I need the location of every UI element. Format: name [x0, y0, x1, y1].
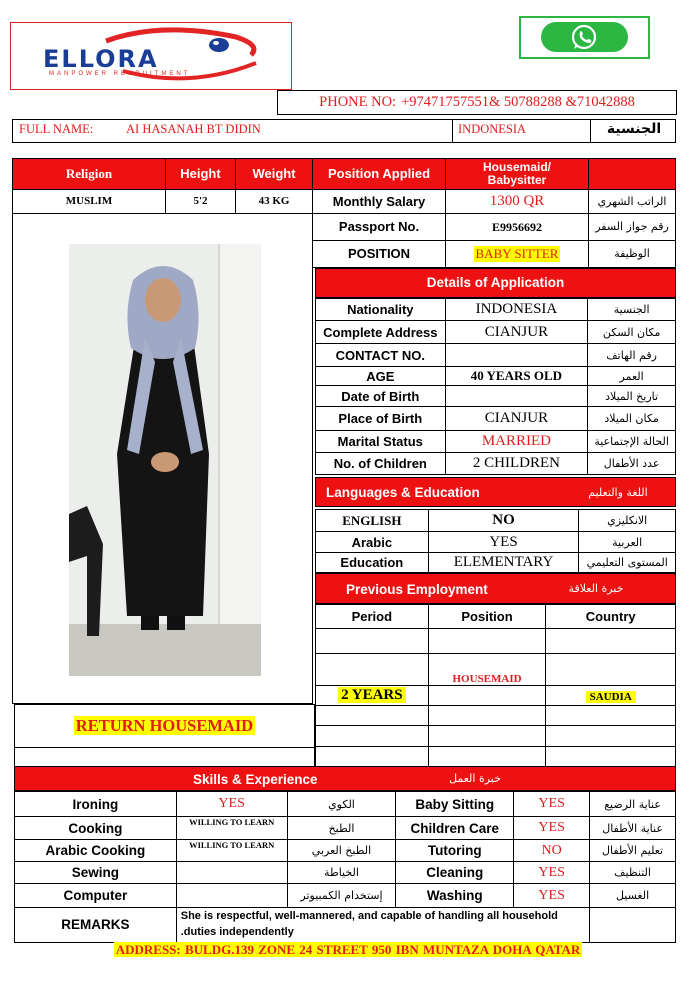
details-label-ar: الحالة الإجتماعية	[588, 431, 676, 453]
details-label-ar: مكان الميلاد	[588, 407, 676, 431]
full-name-value: AI HASANAH BT DIDIN	[126, 122, 261, 136]
details-label: No. of Children	[316, 453, 446, 475]
details-label-ar: رقم الهاتف	[588, 344, 676, 367]
header-blank	[588, 158, 676, 190]
details-label-ar: العمر	[588, 367, 676, 386]
skill-label-ar: الطبخ	[287, 817, 396, 840]
skill-label: Computer	[15, 884, 177, 908]
employment-period: 2 YEARS	[338, 687, 406, 703]
details-row	[316, 321, 676, 344]
skill-value: WILLING TO LEARN	[176, 817, 287, 840]
whatsapp-box[interactable]	[519, 16, 650, 59]
name-row	[12, 119, 676, 143]
details-label-ar: الجنسية	[588, 299, 676, 321]
skill-label: Sewing	[15, 862, 177, 884]
skill-row	[15, 840, 676, 862]
details-label: Nationality	[316, 299, 446, 321]
skills-title-bar	[14, 766, 676, 791]
language-value: YES	[428, 532, 579, 553]
details-row	[316, 386, 676, 407]
header-height: Height	[165, 158, 236, 190]
language-value: ELEMENTARY	[428, 553, 579, 573]
employment-country: SAUDIA	[586, 691, 636, 703]
header-housemaid: Housemaid/ Babysitter	[445, 158, 589, 190]
details-title: Details of Application	[315, 268, 676, 298]
details-row	[316, 344, 676, 367]
skill-value: YES	[514, 792, 590, 817]
details-label: Date of Birth	[316, 386, 446, 407]
details-label: Complete Address	[316, 321, 446, 344]
full-name-label: FULL NAME:	[19, 122, 94, 136]
skill-label: Baby Sitting	[396, 792, 514, 817]
skill-label: Children Care	[396, 817, 514, 840]
language-label: Education	[316, 553, 429, 573]
skill-value: YES	[176, 792, 287, 817]
language-row	[316, 510, 676, 532]
address-bar	[0, 941, 696, 959]
details-row	[316, 453, 676, 475]
details-table	[315, 298, 676, 475]
languages-table	[315, 509, 676, 573]
salary-value: 1300 QR	[445, 189, 589, 214]
skill-label: Ironing	[15, 792, 177, 817]
employment-header-position: Position	[428, 605, 546, 629]
skill-label-ar: الخياطة	[287, 862, 396, 884]
language-label: Arabic	[316, 532, 429, 553]
position-value-cell	[445, 240, 589, 268]
religion-value: MUSLIM	[12, 189, 166, 214]
position-value: BABY SITTER	[475, 246, 559, 262]
details-label: Place of Birth	[316, 407, 446, 431]
logo-text: ELLORA	[43, 45, 159, 73]
return-label-wrap	[14, 716, 315, 736]
skill-value	[176, 884, 287, 908]
languages-title: Languages & Education	[326, 485, 480, 500]
details-row	[316, 407, 676, 431]
details-value: CIANJUR	[445, 407, 588, 431]
skill-label-ar: إستخدام الكمبيوتر	[287, 884, 396, 908]
language-row	[316, 553, 676, 573]
skill-value: NO	[514, 840, 590, 862]
details-row	[316, 299, 676, 321]
employment-title-bar	[315, 573, 676, 604]
phone-label: PHONE NO:	[319, 94, 397, 110]
remarks-label: REMARKS	[15, 908, 177, 943]
remarks-text: She is respectful, well-mannered, and capable of handling all household .duties independently	[176, 908, 589, 943]
languages-title-bar	[315, 477, 676, 507]
details-value	[445, 344, 588, 367]
employment-header-country: Country	[546, 605, 676, 629]
skill-value: WILLING TO LEARN	[176, 840, 287, 862]
language-row	[316, 532, 676, 553]
skill-label: Arabic Cooking	[15, 840, 177, 862]
salary-label: Monthly Salary	[312, 189, 446, 214]
skills-table	[14, 791, 676, 943]
employment-table	[315, 604, 676, 767]
whatsapp-icon	[521, 18, 648, 57]
language-label-ar: العربية	[579, 532, 676, 553]
language-label-ar: المستوى التعليمي	[579, 553, 676, 573]
details-label-ar: تاريخ الميلاد	[588, 386, 676, 407]
details-value: CIANJUR	[445, 321, 588, 344]
skill-row	[15, 884, 676, 908]
language-label-ar: الانكليزي	[579, 510, 676, 532]
details-value: 40 YEARS OLD	[445, 367, 588, 386]
language-value: NO	[428, 510, 579, 532]
details-label: CONTACT NO.	[316, 344, 446, 367]
details-value	[445, 386, 588, 407]
header-position-applied: Position Applied	[312, 158, 446, 190]
header-religion: Religion	[12, 158, 166, 190]
nationality-top-label-ar: الجنسية	[606, 121, 662, 137]
employment-title-ar: خبرة العلاقة	[568, 582, 624, 595]
passport-value: E9956692	[445, 213, 589, 241]
language-label: ENGLISH	[316, 510, 429, 532]
candidate-photo	[69, 244, 261, 676]
passport-label-ar: رقم جواز السفر	[588, 213, 676, 241]
logo-box	[10, 22, 292, 90]
phone-numbers[interactable]: +97471757551& 50788288 &71042888	[401, 94, 635, 110]
skills-title: Skills & Experience	[193, 772, 318, 787]
skill-label: Tutoring	[396, 840, 514, 862]
weight-value: 43 KG	[235, 189, 313, 214]
details-row	[316, 431, 676, 453]
skill-value: YES	[514, 884, 590, 908]
skill-label-ar: تعليم الأطفال	[590, 840, 676, 862]
skills-title-ar: خبرة العمل	[449, 772, 501, 785]
skill-label-ar: الغسيل	[590, 884, 676, 908]
salary-label-ar: الراتب الشهري	[588, 189, 676, 214]
position-label-ar: الوظيفة	[588, 240, 676, 268]
header-weight: Weight	[235, 158, 313, 190]
skill-value	[176, 862, 287, 884]
skill-label-ar: عناية الأطفال	[590, 817, 676, 840]
logo-tagline: MANPOWER RECRUITMENT	[49, 71, 191, 77]
employment-header-period: Period	[316, 605, 429, 629]
skill-value: YES	[514, 862, 590, 884]
return-label: RETURN HOUSEMAID	[75, 716, 254, 735]
details-value: 2 CHILDREN	[445, 453, 588, 475]
passport-label: Passport No.	[312, 213, 446, 241]
skill-label-ar: عناية الرضيع	[590, 792, 676, 817]
details-value: INDONESIA	[445, 299, 588, 321]
employment-title: Previous Employment	[346, 582, 488, 597]
skill-row	[15, 817, 676, 840]
details-label-ar: مكان السكن	[588, 321, 676, 344]
position-label: POSITION	[312, 240, 446, 268]
phone-bar	[277, 90, 677, 115]
skill-label: Cleaning	[396, 862, 514, 884]
details-label: Marital Status	[316, 431, 446, 453]
details-label: AGE	[316, 367, 446, 386]
skill-value: YES	[514, 817, 590, 840]
skill-label-ar: التنظيف	[590, 862, 676, 884]
details-label-ar: عدد الأطفال	[588, 453, 676, 475]
skill-row	[15, 792, 676, 817]
nationality-top-value: INDONESIA	[458, 122, 527, 136]
skill-label: Washing	[396, 884, 514, 908]
skill-label-ar: الطبخ العربي	[287, 840, 396, 862]
details-value: MARRIED	[445, 431, 588, 453]
candidate-photo-image	[69, 244, 261, 676]
employment-position: HOUSEMAID	[428, 654, 546, 686]
height-value: 5'2	[165, 189, 236, 214]
skill-row	[15, 862, 676, 884]
address-text: ADDRESS: BULDG.139 ZONE 24 STREET 950 IBN MUNTAZA DOHA QATAR	[115, 942, 581, 957]
skill-label-ar: الكوي	[287, 792, 396, 817]
skill-label: Cooking	[15, 817, 177, 840]
details-row	[316, 367, 676, 386]
languages-title-ar: اللغة والتعليم	[588, 486, 648, 499]
